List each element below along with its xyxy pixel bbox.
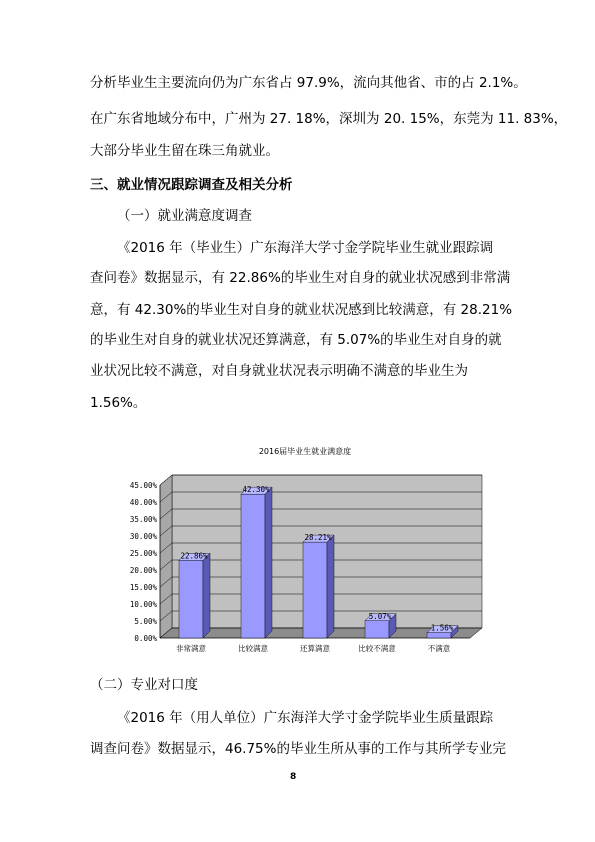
- text-line: 意，有 42.30%的毕业生对自身的就业状况感到比较满意，有 28.21%: [90, 302, 513, 318]
- text-line: 在广东省地域分布中，广州为 27. 18%，深圳为 20. 15%，东莞为 11. 83%，: [90, 111, 568, 127]
- text-line: 分析毕业生主要流向仍为广东省占 97.9%，流向其他省、市的占 2.1%。: [90, 75, 527, 91]
- chart-side-wall: [160, 475, 172, 638]
- bar: [365, 621, 389, 638]
- y-tick-label: 40.00%: [129, 498, 157, 507]
- bar: [179, 560, 203, 638]
- section-heading: 三、就业情况跟踪调查及相关分析: [90, 177, 293, 193]
- y-tick-label: 10.00%: [129, 600, 157, 609]
- bar: [303, 542, 327, 638]
- subsection-heading: （二）专业对口度: [90, 677, 198, 693]
- text-line: 业状况比较不满意，对自身就业状况表示明确不满意的毕业生为: [90, 363, 468, 379]
- x-tick-label: 不满意: [427, 644, 451, 653]
- text-line: 调查问卷》数据显示，46.75%的毕业生所从事的工作与其所学专业完: [90, 741, 506, 757]
- y-tick-label: 25.00%: [129, 549, 157, 558]
- text-line: 《2016 年（毕业生）广东海洋大学寸金学院毕业生就业跟踪调: [117, 240, 494, 256]
- text-line: 1.56%。: [90, 395, 147, 411]
- y-tick-label: 45.00%: [129, 481, 157, 490]
- data-label: 1.56%: [430, 623, 454, 633]
- x-tick-label: 比较不满意: [358, 644, 396, 653]
- y-tick-label: 5.00%: [134, 617, 157, 626]
- y-tick-label: 30.00%: [129, 532, 157, 541]
- chart-title: 2016届毕业生就业满意度: [258, 447, 352, 456]
- x-tick-label: 还算满意: [300, 644, 330, 653]
- text-line: 大部分毕业生留在珠三角就业。: [90, 143, 279, 159]
- text-line: 查问卷》数据显示，有 22.86%的毕业生对自身的就业状况感到非常满: [90, 270, 511, 286]
- bar-side: [265, 487, 272, 638]
- subsection-heading: （一）就业满意度调查: [117, 208, 252, 224]
- text-line: 《2016 年（用人单位）广东海洋大学寸金学院毕业生质量跟踪: [117, 710, 494, 726]
- y-tick-label: 20.00%: [129, 566, 157, 575]
- data-label: 42.30%: [242, 485, 270, 495]
- page-number: 8: [290, 772, 297, 782]
- bar: [241, 494, 265, 638]
- data-label: 22.86%: [180, 551, 208, 561]
- data-label: 28.21%: [304, 533, 332, 543]
- y-tick-label: 35.00%: [129, 515, 157, 524]
- data-label: 5.07%: [368, 611, 392, 621]
- text-line: 的毕业生对自身的就业状况还算满意，有 5.07%的毕业生对自身的就: [90, 332, 502, 348]
- x-tick-label: 比较满意: [238, 644, 268, 653]
- bar: [427, 633, 451, 638]
- y-tick-label: 15.00%: [129, 583, 157, 592]
- chart-svg: [120, 440, 490, 665]
- y-tick-label: 0.00%: [134, 634, 157, 643]
- satisfaction-chart: [120, 440, 490, 665]
- bar-side: [203, 553, 210, 638]
- bar-side: [327, 535, 334, 638]
- x-tick-label: 非常满意: [176, 644, 206, 653]
